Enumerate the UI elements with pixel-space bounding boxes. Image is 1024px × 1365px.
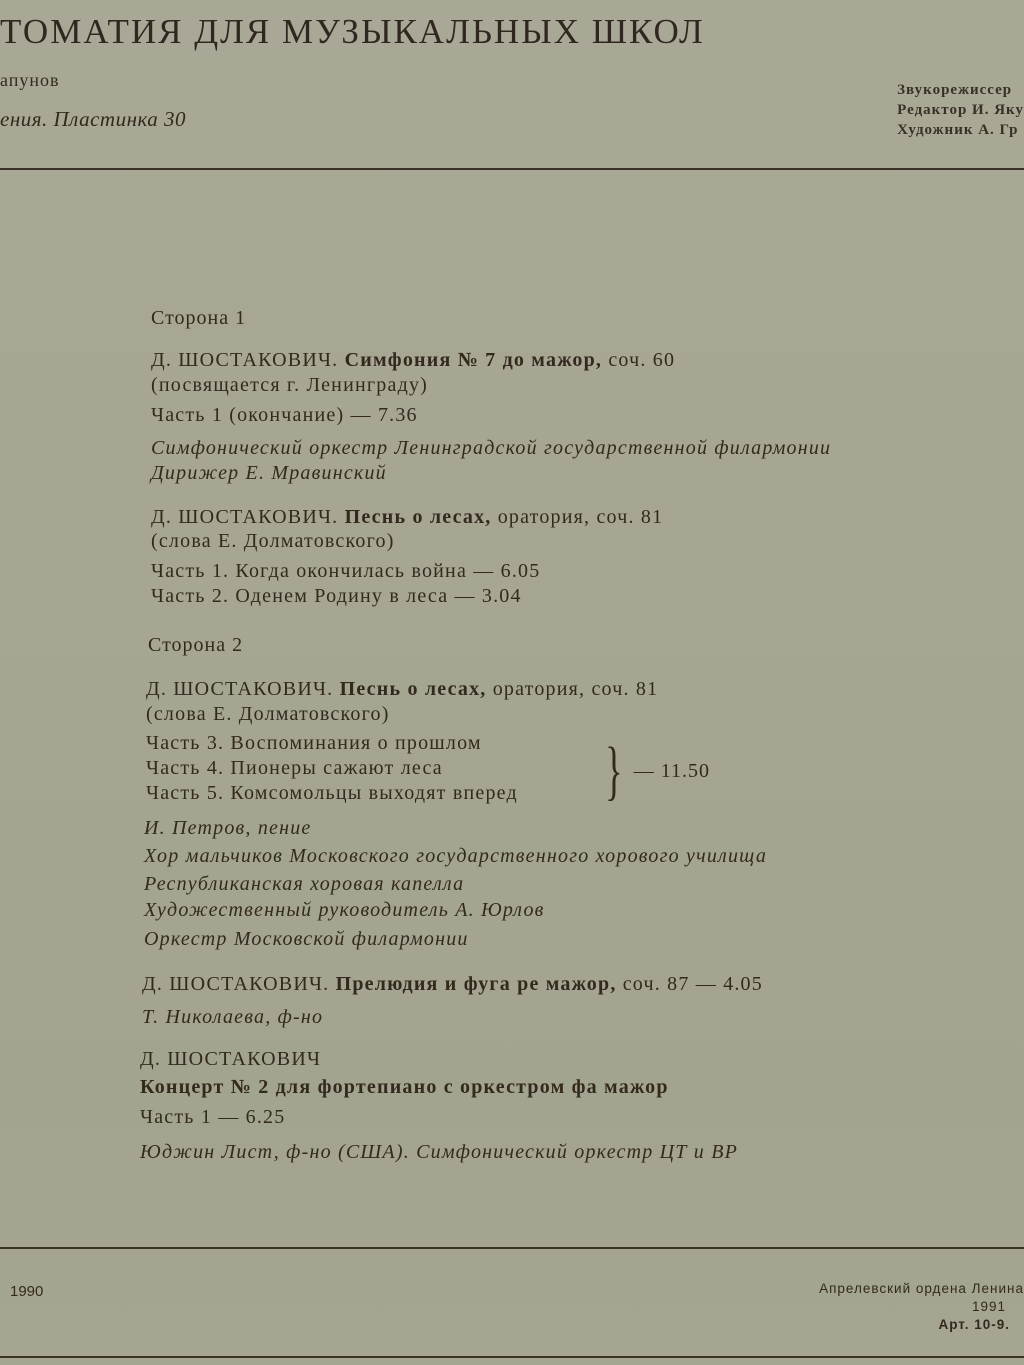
production-credits — [897, 80, 1024, 140]
performer-line: Оркестр Московской филармонии — [144, 928, 469, 950]
work-heading — [142, 973, 763, 996]
manufacturer-name: Апрелевский ордена Ленина — [819, 1281, 1024, 1296]
performer-line: И. Петров, пение — [144, 817, 312, 839]
credit-sound-engineer: Звукорежиссер — [897, 82, 1013, 98]
manufacturer-info — [819, 1280, 1024, 1334]
performer-line: Художественный руководитель А. Юрлов — [144, 899, 545, 921]
album-title: ТОМАТИЯ ДЛЯ МУЗЫКАЛЬНЫХ ШКОЛ — [0, 12, 705, 51]
track-part: Часть 5. Комсомольцы выходят вперед — [146, 782, 518, 804]
performer-line: Симфонический оркестр Ленинградской государственной филармонии — [151, 437, 832, 459]
bottom-divider — [0, 1247, 1024, 1249]
track-part: Часть 1 — 6.25 — [140, 1106, 286, 1128]
composer-name: Д. ШОСТАКОВИЧ. — [151, 506, 339, 528]
work-title: Концерт № 2 для фортепиано с оркестром фа мажор — [140, 1076, 669, 1098]
track-part: Часть 4. Пионеры сажают леса — [146, 757, 443, 779]
record-subtitle: ения. Пластинка 30 — [0, 107, 187, 131]
article-number: Арт. 10-9. — [938, 1317, 1010, 1332]
work-opus: оратория, соч. 81 — [492, 678, 659, 700]
work-opus: оратория, соч. 81 — [497, 506, 664, 528]
work-title: Песнь о лесах, — [344, 506, 492, 528]
work-title: Песнь о лесах, — [339, 678, 487, 700]
work-title: Симфония № 7 до мажор, — [344, 349, 603, 371]
performer-line: Хор мальчиков Московского государственного хорового училища — [144, 845, 768, 867]
composer-name: Д. ШОСТАКОВИЧ. — [151, 349, 339, 371]
parts-group — [598, 734, 710, 807]
year-left: 1990 — [10, 1283, 44, 1300]
performer-line: Т. Николаева, ф-но — [142, 1006, 324, 1028]
group-duration: — 11.50 — [633, 759, 710, 782]
footer-divider — [0, 1356, 1024, 1358]
track-part: Часть 1. Когда окончилась война — 6.05 — [151, 560, 541, 582]
side-1-label: Сторона 1 — [151, 307, 247, 329]
track-part: Часть 1 (окончание) — 7.36 — [151, 404, 418, 426]
credit-artist: Художник А. Гр — [897, 122, 1019, 138]
work-dedication: (слова Е. Долматовского) — [146, 703, 390, 725]
work-dedication: (посвящается г. Ленинграду) — [151, 374, 429, 396]
work-heading — [151, 506, 663, 529]
work-opus: соч. 60 — [608, 349, 676, 371]
credit-editor: Редактор И. Яку — [897, 102, 1024, 118]
compiler-name: апунов — [0, 70, 60, 90]
performer-line: Дирижер Е. Мравинский — [151, 462, 387, 484]
composer-name: Д. ШОСТАКОВИЧ. — [142, 973, 330, 995]
track-part: Часть 3. Воспоминания о прошлом — [146, 732, 482, 754]
work-heading — [151, 349, 675, 372]
work-opus: соч. 87 — 4.05 — [622, 973, 763, 995]
composer-name: Д. ШОСТАКОВИЧ. — [146, 678, 334, 700]
brace-icon: } — [605, 734, 623, 807]
performer-line: Юджин Лист, ф-но (США). Симфонический оркестр ЦТ и ВР — [140, 1141, 739, 1163]
track-part: Часть 2. Оденем Родину в леса — 3.04 — [151, 585, 522, 607]
work-dedication: (слова Е. Долматовского) — [151, 530, 395, 552]
top-divider — [0, 168, 1024, 170]
year-right: 1991 — [971, 1299, 1006, 1314]
composer-name: Д. ШОСТАКОВИЧ — [140, 1048, 322, 1070]
work-heading — [146, 678, 658, 701]
work-title: Прелюдия и фуга ре мажор, — [335, 973, 617, 995]
side-2-label: Сторона 2 — [148, 634, 244, 656]
performer-line: Республиканская хоровая капелла — [144, 873, 465, 895]
